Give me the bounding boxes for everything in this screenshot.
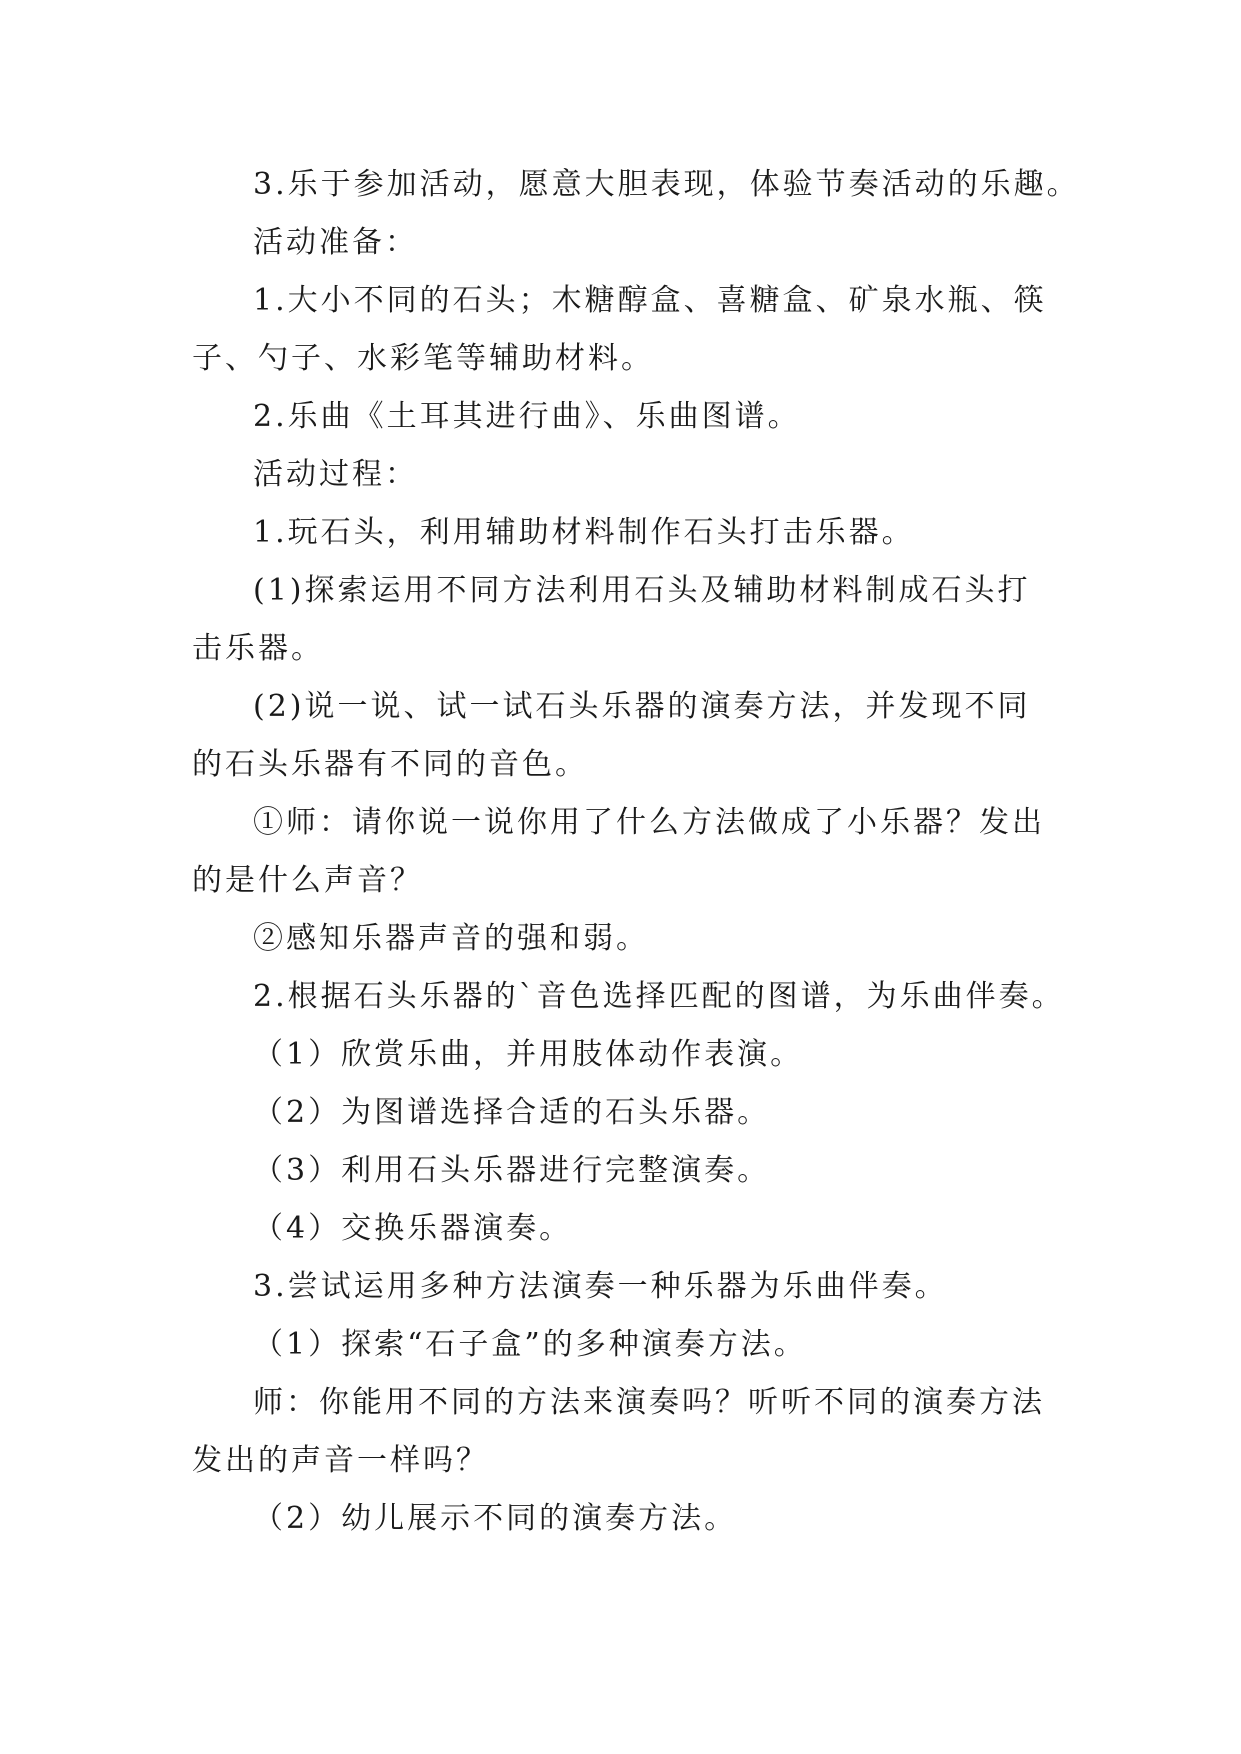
text-line: （1）欣赏乐曲，并用肢体动作表演。 [253,1037,804,1072]
text-line: （3）利用石头乐器进行完整演奏。 [253,1153,771,1188]
text-line: 2.乐曲《土耳其进行曲》、乐曲图谱。 [253,399,801,434]
text-line: （2）为图谱选择合适的石头乐器。 [253,1095,771,1130]
text-line: 的是什么声音？ [192,863,423,898]
text-line: (1)探索运用不同方法利用石头及辅助材料制成石头打 [253,573,1031,608]
text-line: 师：你能用不同的方法来演奏吗？听听不同的演奏方法 [253,1385,1045,1420]
text-line: 的石头乐器有不同的音色。 [192,747,588,782]
text-line: (2)说一说、试一试石头乐器的演奏方法，并发现不同 [253,689,1031,724]
text-line: 3.尝试运用多种方法演奏一种乐器为乐曲伴奏。 [253,1269,948,1304]
text-line: （4）交换乐器演奏。 [253,1211,573,1246]
text-line: 发出的声音一样吗？ [192,1443,489,1478]
text-line: 1.玩石头，利用辅助材料制作石头打击乐器。 [253,515,915,550]
text-line: ①师：请你说一说你用了什么方法做成了小乐器？发出 [253,805,1045,840]
text-line: 击乐器。 [192,631,324,666]
text-line: 活动准备： [253,225,418,260]
text-line: 3.乐于参加活动，愿意大胆表现，体验节奏活动的乐趣。 [253,167,1080,202]
text-line: 活动过程： [253,457,418,492]
text-line: （1）探索“石子盒”的多种演奏方法。 [253,1327,807,1362]
text-line: （2）幼儿展示不同的演奏方法。 [253,1501,738,1536]
text-line: 1.大小不同的石头；木糖醇盒、喜糖盒、矿泉水瓶、筷 [253,283,1047,318]
text-line: 2.根据石头乐器的`音色选择匹配的图谱，为乐曲伴奏。 [253,979,1065,1014]
text-line: ②感知乐器声音的强和弱。 [253,921,649,956]
text-line: 子、勺子、水彩笔等辅助材料。 [192,341,654,376]
